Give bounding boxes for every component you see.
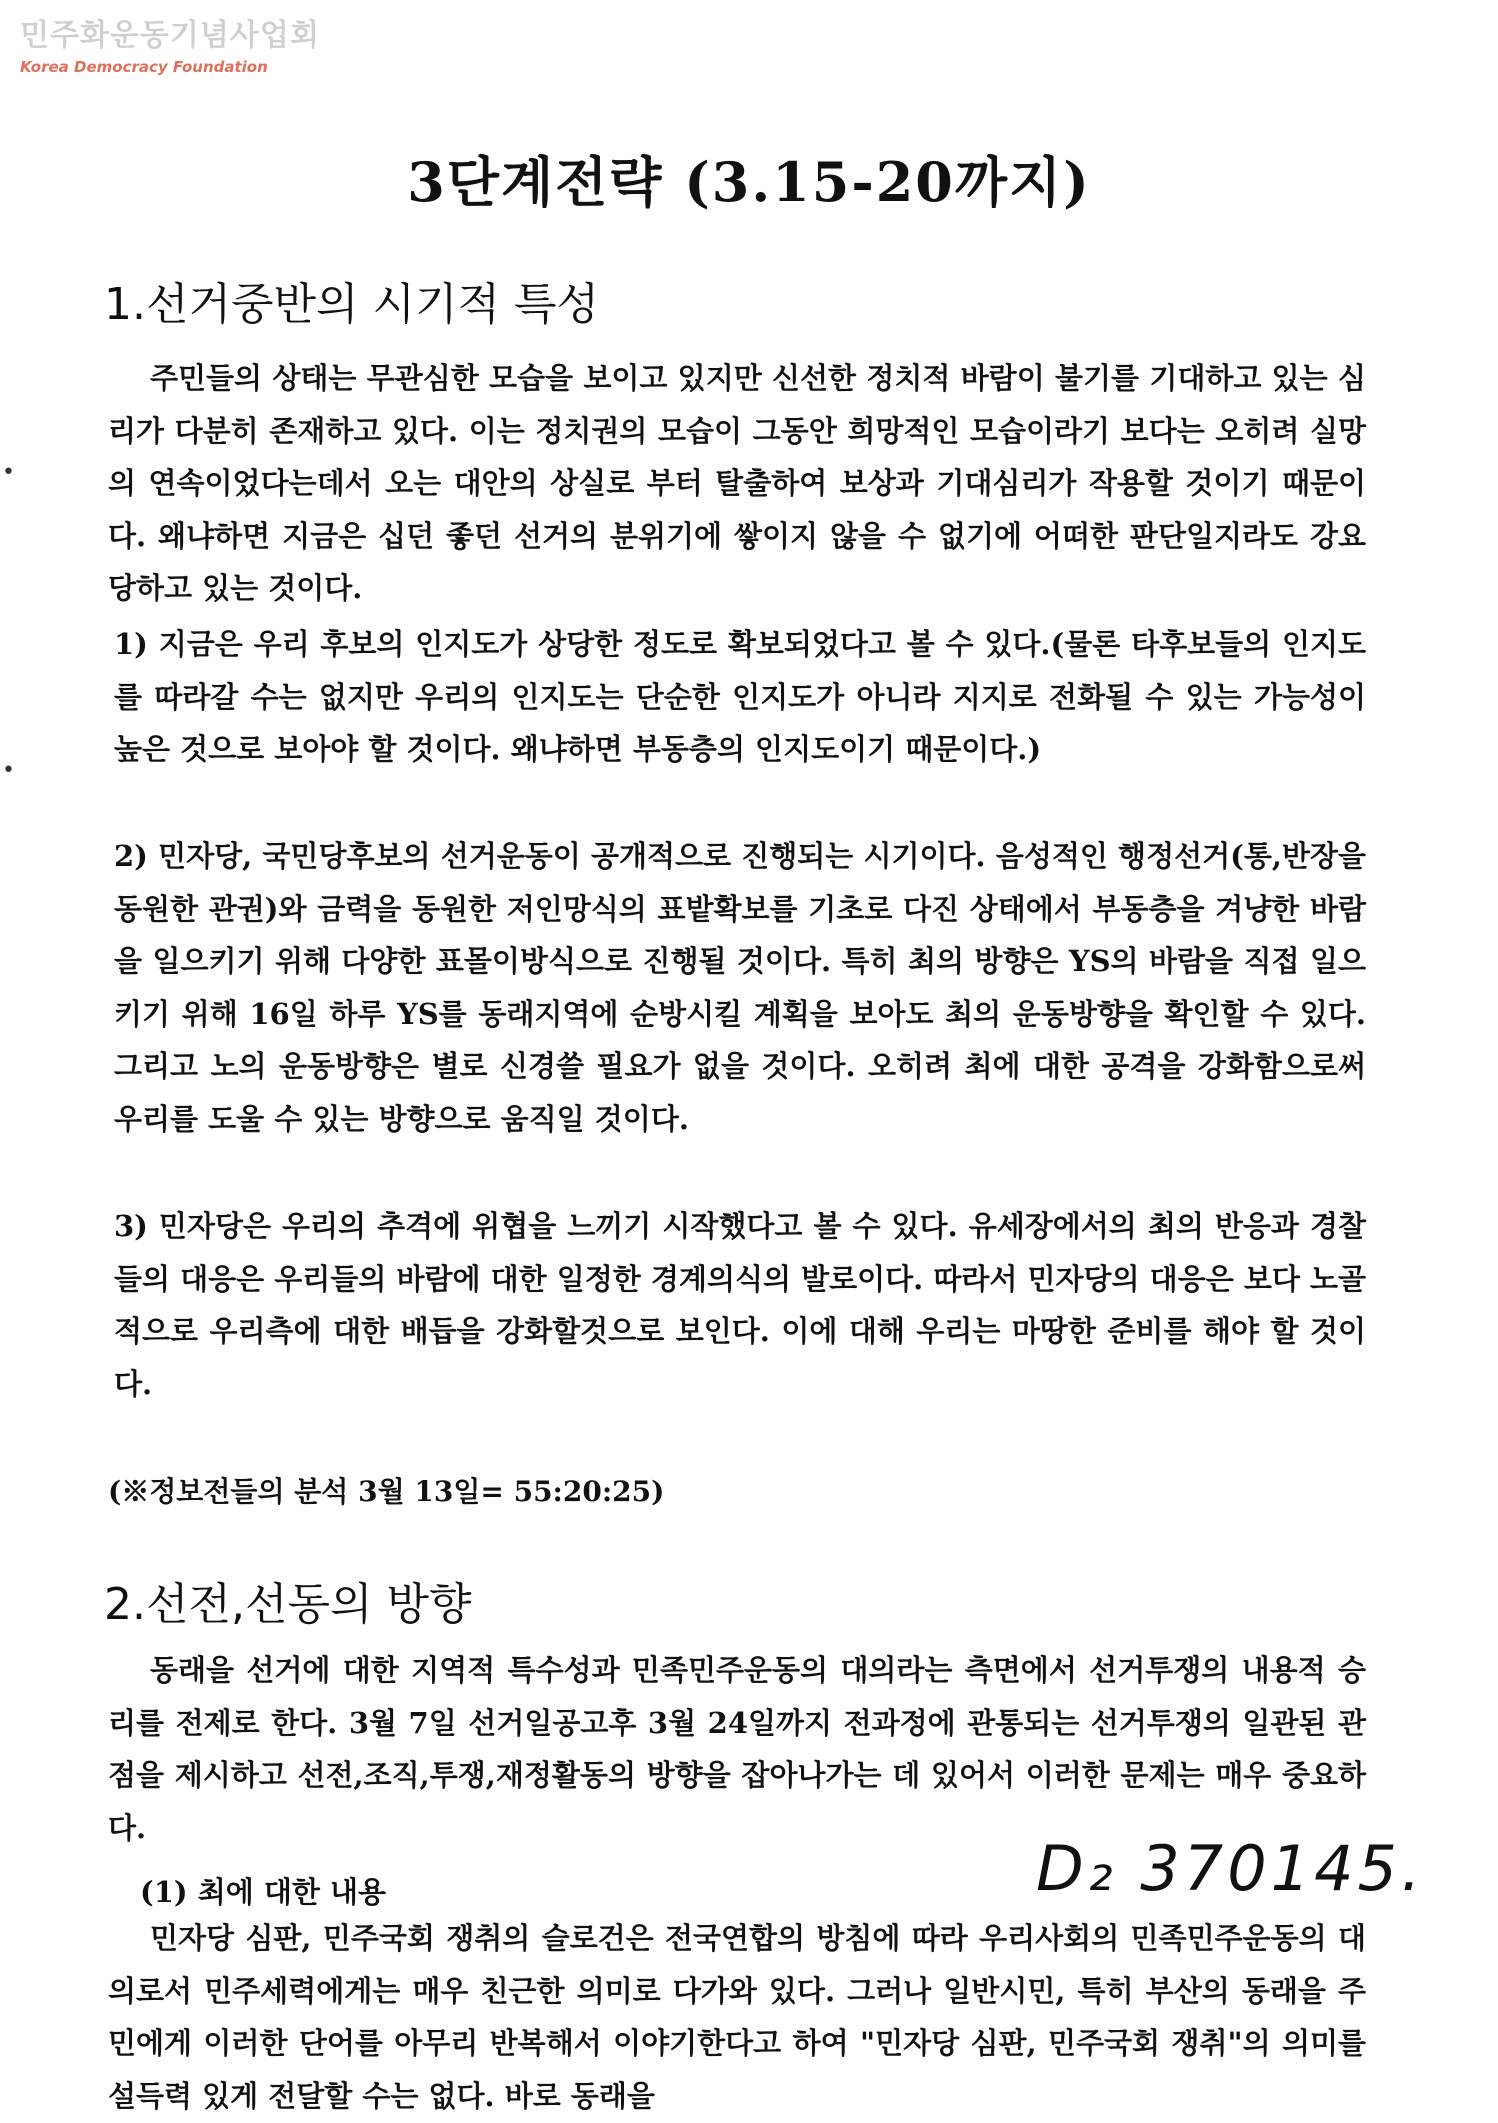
section2-intro: 동래을 선거에 대한 지역적 특수성과 민족민주운동의 대의라는 측면에서 선거투쟁의 내용적 승리를 전제로 한다. 3월 7일 선거일공고후 3월 24일까지 전과정에 관통되는 선거투쟁의 일관된 관점을 제시하고 선전,조직,투쟁,재정활동의 방향을 잡아나가는 데 있어서 이러한 문제는 매우 중요하다. — [108, 1653, 1366, 1845]
section1-item-2: 2) 민자당, 국민당후보의 선거운동이 공개적으로 진행되는 시기이다. 음성적인 행정선거(통,반장을 동원한 관권)와 금력을 동원한 저인망식의 표밭확보를 기초로 다진 상태에서 부동층을 겨냥한 바람을 일으키기 위해 다양한 표몰이방식으로 진행될 것이다. 특히 최의 방향은 YS의 바람을 직접 일으키기 위해 16일 하루 YS를 동래지역에 순방시킬 계획을 보아도 최의 운동방향을 확인할 수 있다. 그리고 노의 운동방향은 별로 신경쓸 필요가 없을 것이다. 오히려 최에 대한 공격을 강화함으로써 우리를 도울 수 있는 방향으로 움직일 것이다. — [114, 839, 1366, 1136]
analysis-note: (※정보전들의 분석 3월 13일= 55:20:25) — [108, 1475, 665, 1508]
watermark-english: Korea Democracy Foundation — [20, 58, 268, 76]
section1-item-1: 1) 지금은 우리 후보의 인지도가 상당한 정도로 확보되었다고 볼 수 있다.(물론 타후보들의 인지도를 따라갈 수는 없지만 우리의 인지도는 단순한 인지도가 아니라 지지로 전화될 수 있는 가능성이 높은 것으로 보아야 할 것이다. 왜냐하면 부동층의 인지도이기 때문이다.) — [114, 627, 1366, 766]
section2-heading: 2.선전,선동의 방향 — [104, 1579, 472, 1630]
margin-dot: • — [2, 460, 15, 485]
margin-dot: • — [2, 758, 15, 783]
section1-item-3: 3) 민자당은 우리의 추격에 위협을 느끼기 시작했다고 볼 수 있다. 유세장에서의 최의 반응과 경찰들의 대응은 우리들의 바람에 대한 일정한 경계의식의 발로이다. 따라서 민자당의 대응은 보다 노골적으로 우리측에 대한 배듭을 강화할것으로 보인다. 이에 대해 우리는 마땅한 준비를 해야 할 것이다. — [114, 1209, 1366, 1401]
section2-subheading: (1) 최에 대한 내용 — [140, 1875, 386, 1909]
section1-heading: 1.선거중반의 시기적 특성 — [104, 279, 599, 330]
watermark-korean: 민주화운동기념사업회 — [20, 18, 320, 53]
watermark — [20, 18, 320, 76]
document-title: 3단계전략 (3.15-20까지) — [407, 150, 1091, 214]
handwritten-mark: D₂ 370145. — [1036, 1832, 1425, 1905]
section1-intro: 주민들의 상태는 무관심한 모습을 보이고 있지만 신선한 정치적 바람이 불기를 기대하고 있는 심리가 다분히 존재하고 있다. 이는 정치권의 모습이 그동안 희망적인 모습이라기 보다는 오히려 실망의 연속이었다는데서 오는 대안의 상실로 부터 탈출하여 보상과 기대심리가 작용할 것이기 때문이다. 왜냐하면 지금은 십던 좋던 선거의 분위기에 쌓이지 않을 수 없기에 어떠한 판단일지라도 강요당하고 있는 것이다. — [108, 361, 1366, 605]
section2-body: 민자당 심판, 민주국회 쟁취의 슬로건은 전국연합의 방침에 따라 우리사회의 민족민주운동의 대의로서 민주세력에게는 매우 친근한 의미로 다가와 있다. 그러나 일반시민, 특히 부산의 동래을 주민에게 이러한 단어를 아무리 반복해서 이야기한다고 하여 "민자당 심판, 민주국회 쟁취"의 의미를 설득력 있게 전달할 수는 없다. 바로 동래을 — [108, 1921, 1366, 2113]
